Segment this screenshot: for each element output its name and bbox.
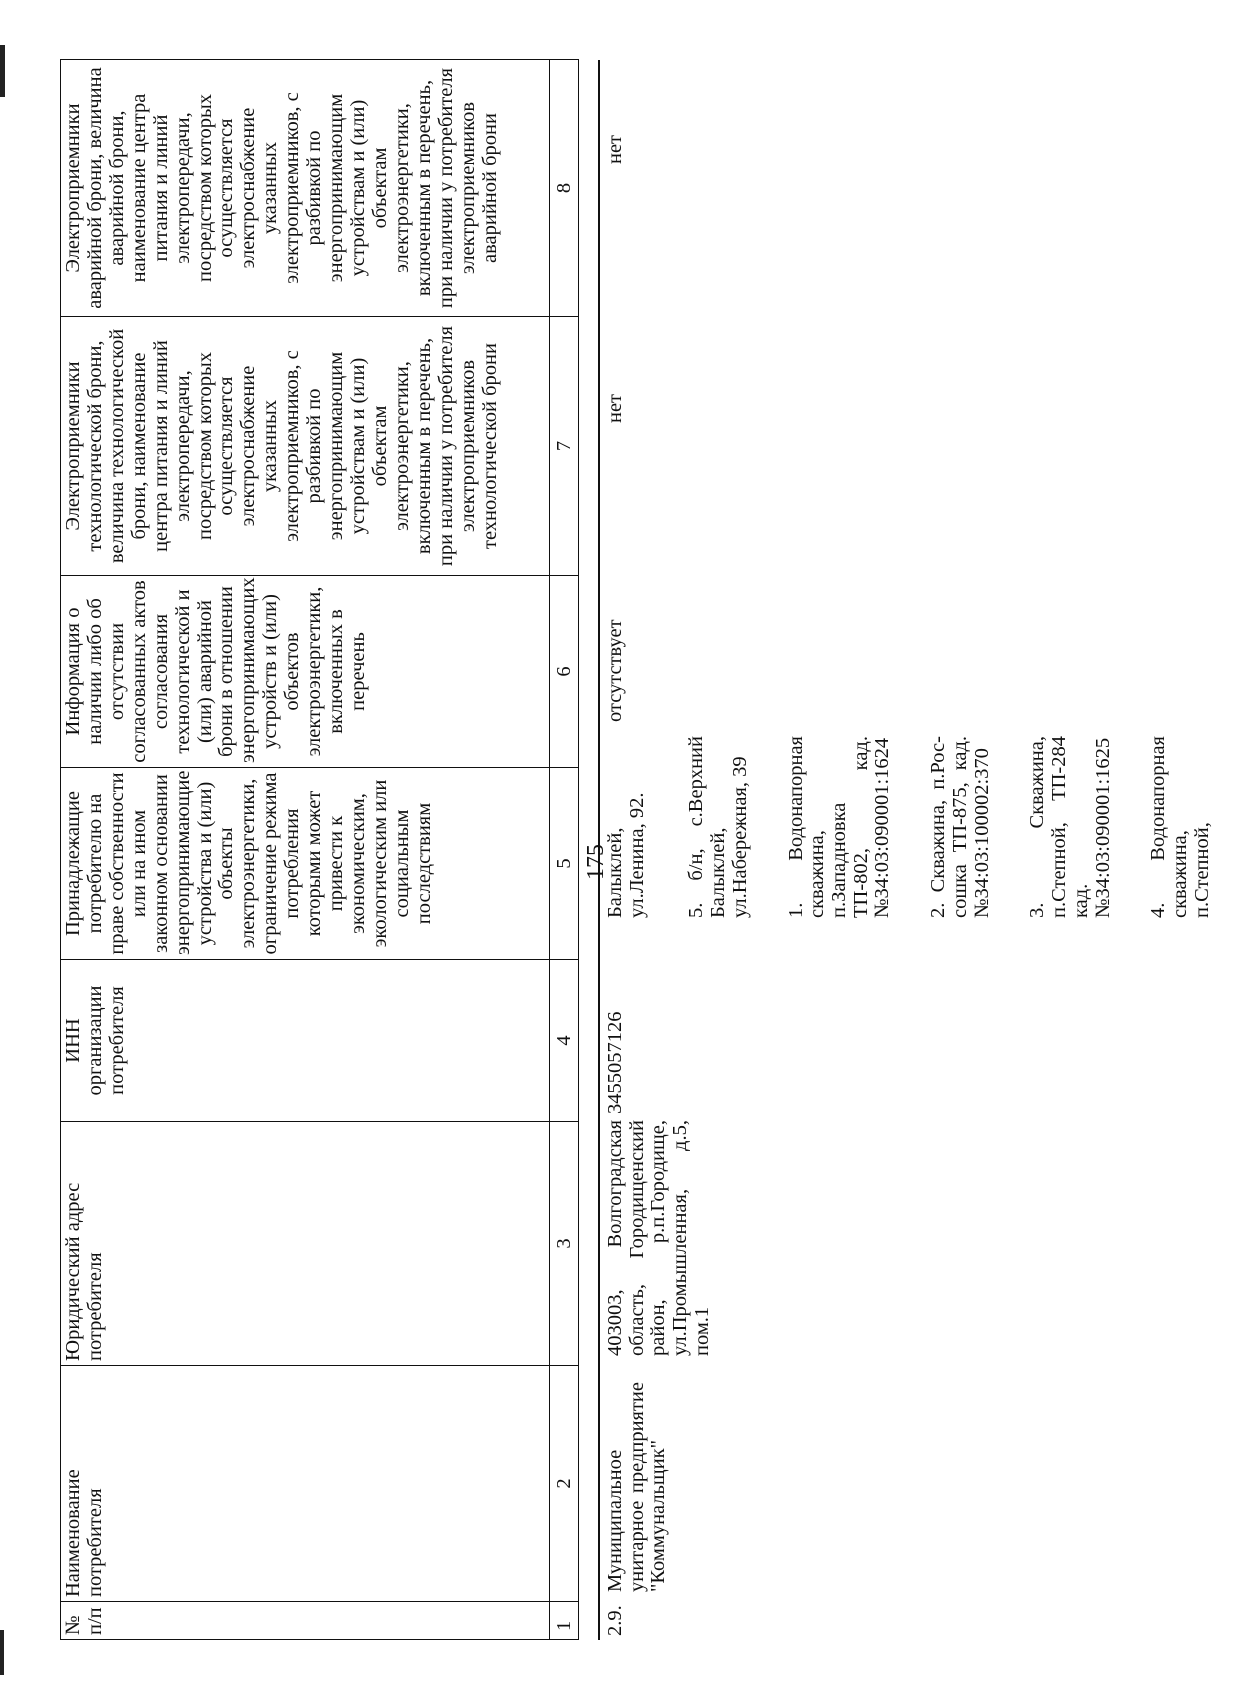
header-technological-reserve: Электроприемники технологической брони, величина технологической брони, наименование центра питания и линий электропередачи, посредством которых осуществляется электроснабжение указанных электроприемников, с разбивкой по энергопринимающим устройствам и (или) объектам электроэнергетики, включенным в перечень, при наличии у потребителя электроприемников технологической брони	[61, 317, 550, 576]
emergency-reserve-value: нет	[604, 134, 626, 165]
header-consumer-name: Наименование потребителя	[61, 1366, 550, 1602]
header-legal-address: Юридический адрес потребителя	[61, 1122, 550, 1366]
inn-value: 3455057126	[604, 1011, 626, 1114]
column-number: 7	[550, 317, 579, 576]
object-item: 5. б/н, с.Верхний Балыклей, ул.Набережная, 39	[685, 736, 751, 918]
column-number: 8	[550, 60, 579, 317]
page-number: 175	[583, 844, 609, 880]
header-devices: Принадлежащие потребителю на праве собственности или на ином законном основании энергопринимающие устройства и (или) объекты электроэнергетики, ограничение режима потребления которыми может привести к экономическим, экологическим или социальным последствиям	[61, 768, 550, 960]
object-item: 3. Скважина, п.Степной, ТП-284 кад. №34:03:090001:1625	[1026, 736, 1114, 918]
column-number: 2	[550, 1366, 579, 1602]
object-item: 1. Водонапорная скважина, п.Западновка ТП-802, кад. №34:03:090001:1624	[784, 736, 894, 918]
table-header-row	[61, 60, 550, 1640]
objects-list	[605, 736, 1247, 918]
object-item: 4. Водонапорная скважина, п.Степной,	[1147, 736, 1213, 918]
column-number: 3	[550, 1122, 579, 1366]
table-bottom-rule	[598, 60, 600, 1640]
technological-reserve-value: нет	[604, 393, 626, 424]
object-item: 2. Скважина, п.Рос-сошка ТП-875, кад.№34:03:100002:370	[927, 736, 993, 918]
header-inn: ИНН организации потребителя	[61, 960, 550, 1122]
header-emergency-reserve: Электроприемники аварийной брони, величина аварийной брони, наименование центра питания и линий электропередачи, посредством которых осуществляется электроснабжение указанных электроприемников, с разбивкой по энергопринимающим устройствам и (или) объектам электроэнергетики, включенным в перечень, при наличии у потребителя электроприемников аварийной брони	[61, 60, 550, 317]
row-number: 2.9.	[604, 1605, 626, 1636]
column-number: 1	[550, 1602, 579, 1640]
consumer-name: Муниципальное унитарное предприятие "Коммунальщик"	[604, 1382, 670, 1592]
header-agreements: Информация о наличии либо об отсутствии согласованных актов согласования технологической и (или) аварийной брони в отношении энергопринимающих устройств и (или) объектов электроэнергетики, включенных в перечень	[61, 576, 550, 768]
column-number-row	[550, 60, 579, 1640]
column-number: 6	[550, 576, 579, 768]
column-number: 5	[550, 768, 579, 960]
object-continuation: Балыклей, ул.Ленина, 92.	[604, 792, 648, 918]
agreements-status: отсутствует	[604, 619, 626, 722]
column-number: 4	[550, 960, 579, 1122]
registry-sheet	[60, 60, 1213, 1640]
registry-table	[60, 59, 579, 1640]
scan-edge-mark	[0, 1630, 4, 1675]
scan-edge-mark	[0, 45, 5, 97]
header-number: № п/п	[61, 1602, 550, 1640]
legal-address: 403003, Волгоградская область, Городищенский район, р.п.Городище, ул.Промышленная, д.5, пом.1	[604, 1120, 713, 1356]
